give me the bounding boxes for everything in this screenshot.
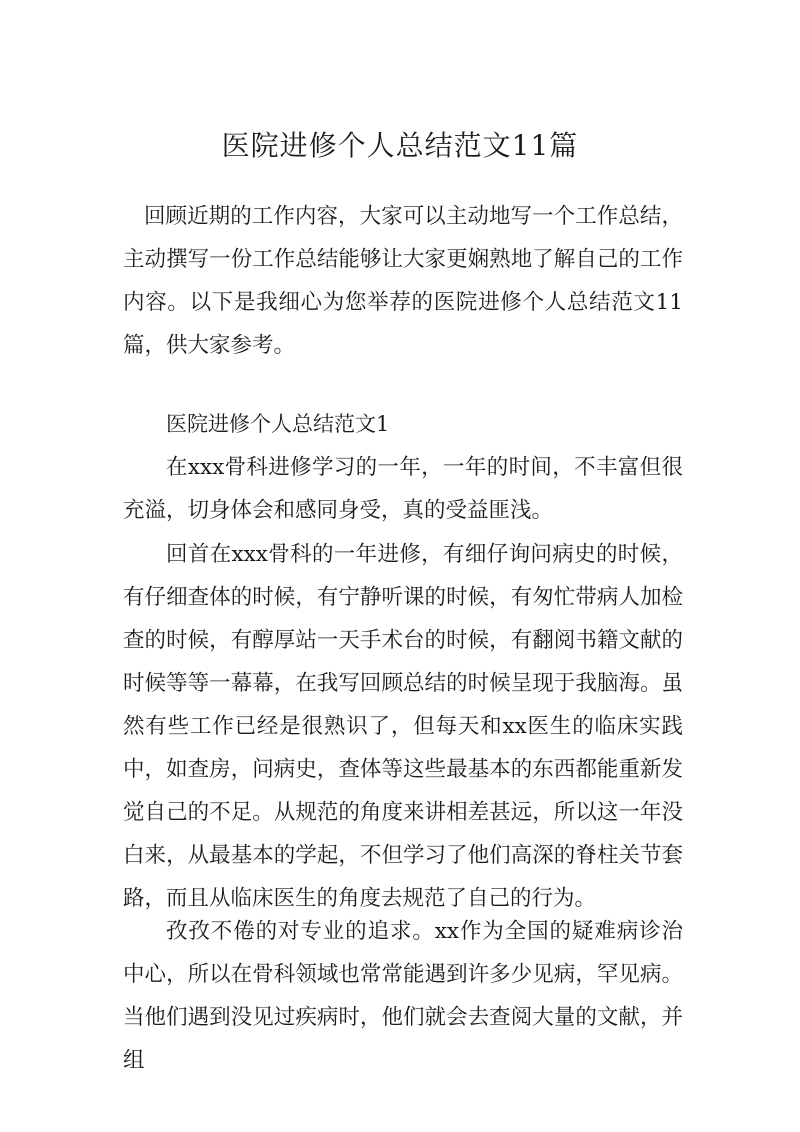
body-paragraph-2: 回首在xxx骨科的一年进修，有细仔询问病史的时候，有仔细查体的时候，有宁静听课的时候，有匆忙带病人加检查的时候，有醇厚站一天手术台的时候，有翻阅书籍文献的时候等等一幕幕，在我写回顾总结的时候呈现于我脑海。虽然有些工作已经是很熟识了，但每天和xx医生的临床实践中，如查房，问病史，查体等这些最基本的东西都能重新发觉自己的不足。从规范的角度来讲相差甚远，所以这一年没白来，从最基本的学起，不但学习了他们高深的脊柱关节套路，而且从临床医生的角度去规范了自己的行为。: [123, 542, 683, 911]
intro-paragraph: 回顾近期的工作内容，大家可以主动地写一个工作总结，主动撰写一份工作总结能够让大家更娴熟地了解自己的工作内容。以下是我细心为您举荐的医院进修个人总结范文11篇，供大家参考。: [123, 204, 683, 358]
body-paragraph-3: 孜孜不倦的对专业的追求。xx作为全国的疑难病诊治中心，所以在骨科领域也常常能遇到许多少见病，罕见病。当他们遇到没见过疾病时，他们就会去查阅大量的文献，并组: [123, 919, 683, 1073]
document-title: 医院进修个人总结范文11篇: [221, 129, 579, 162]
section-title: 医院进修个人总结范文1: [166, 412, 390, 436]
body-paragraph-1: 在xxx骨科进修学习的一年，一年的时间，不丰富但很充溢，切身体会和感同身受，真的受益匪浅。: [123, 455, 683, 523]
